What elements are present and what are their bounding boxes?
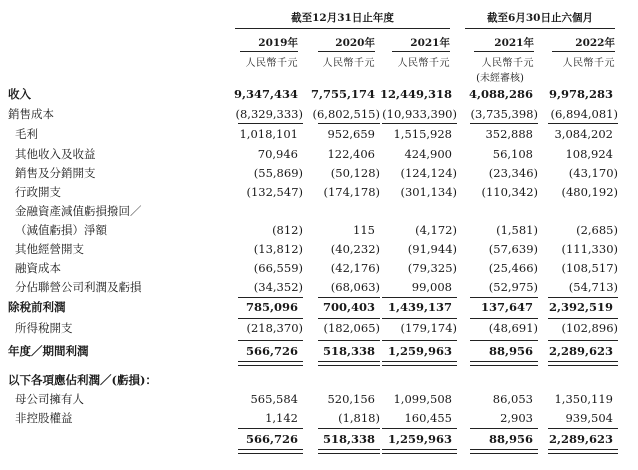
cell-value: 520,156 [327,392,375,406]
cell-value: 7,755,174 [310,87,375,101]
row-label-text: 銷售成本 [8,107,54,121]
cell-value: 424,900 [404,147,452,161]
total-double-rule [238,449,303,454]
row-label [15,146,225,163]
cell-value: 1,259,963 [387,432,452,446]
subtotal-rule [382,297,457,298]
cell-value: (124,124) [400,166,457,180]
table-row [0,86,638,103]
cell-value: (43,170) [568,166,618,180]
subtotal-rule [470,123,538,124]
subtotal-rule [548,428,618,429]
subtotal-rule [318,123,380,124]
row-label-text: 所得稅開支 [15,321,73,335]
subtotal-rule [238,318,303,319]
cell-value: 115 [353,223,375,237]
table-row [0,372,638,389]
row-label [15,184,225,201]
row-label [15,241,225,258]
cell-value: (108,517) [561,261,618,275]
cell-value: 56,108 [492,147,533,161]
cell-value: 566,726 [245,432,298,446]
year-header-2021: 2021年 [410,37,450,49]
subtotal-rule [548,318,618,319]
row-label [15,320,225,337]
cell-value: (1,818) [338,411,380,425]
row-label [15,391,225,408]
cell-value: (301,134) [400,185,457,199]
interim-heading-rule [465,28,615,29]
row-label [15,260,225,277]
total-double-rule [548,449,618,454]
cell-value: 137,647 [480,300,533,314]
subtotal-rule [238,123,303,124]
total-double-rule [318,361,380,366]
cell-value: (179,174) [400,321,457,335]
row-label-text: 金融資產減值虧損撥回／ [15,204,142,218]
cell-value: 2,392,519 [548,300,613,314]
subtotal-rule [318,428,380,429]
cell-value: (48,691) [488,321,538,335]
cell-value: (4,172) [415,223,457,237]
year-rule [240,51,298,52]
cell-value: (50,128) [330,166,380,180]
unit-label: 人民幣千元 [562,58,615,69]
unit-label: 人民幣千元 [481,58,534,69]
cell-value: (91,944) [407,242,457,256]
cell-value: (6,802,515) [312,107,380,121]
annual-heading-rule [235,28,450,29]
cell-value: (13,812) [253,242,303,256]
year-rule [318,51,375,52]
subtotal-rule [318,318,380,319]
cell-value: (812) [272,223,303,237]
cell-value: 1,099,508 [393,392,452,406]
total-double-rule [382,449,457,454]
table-row [0,106,638,123]
subtotal-rule [470,297,538,298]
cell-value: 518,338 [322,432,375,446]
cell-value: 939,504 [565,411,613,425]
subtotal-rule [382,318,457,319]
table-row [0,126,638,143]
cell-value: (52,975) [488,280,538,294]
table-row [0,203,638,220]
total-double-rule [470,361,538,366]
row-label [8,106,225,123]
row-label [8,299,225,316]
cell-value: (55,869) [253,166,303,180]
subtotal-rule [548,297,618,298]
cell-value: (182,065) [323,321,380,335]
subtotal-rule [238,428,303,429]
table-row [0,260,638,277]
cell-value: (57,639) [488,242,538,256]
cell-value: (68,063) [330,280,380,294]
unit-label: 人民幣千元 [322,58,375,69]
table-row [0,391,638,408]
row-label-text: 收入 [8,87,31,101]
table-row [0,184,638,201]
subtotal-rule [382,340,457,341]
cell-value: (34,352) [253,280,303,294]
cell-value: (2,685) [576,223,618,237]
subtotal-rule [318,340,380,341]
cell-value: 108,924 [565,147,613,161]
cell-value: 1,018,101 [239,127,298,141]
row-label [8,343,225,360]
cell-value: 1,350,119 [554,392,613,406]
cell-value: 160,455 [404,411,452,425]
cell-value: 70,946 [257,147,298,161]
cell-value: (23,346) [488,166,538,180]
row-label-text: （減值虧損）淨額 [15,223,107,237]
cell-value: 2,289,623 [548,344,613,358]
total-double-rule [238,361,303,366]
row-label [15,203,225,220]
year-header-2019: 2019年 [258,37,298,49]
cell-value: 1,515,928 [393,127,452,141]
row-label-text: 銷售及分銷開支 [15,166,96,180]
unaudited-note: (未經審核) [476,73,524,84]
table-row [0,343,638,360]
cell-value: 785,096 [245,300,298,314]
table-row [0,431,638,448]
cell-value: 566,726 [245,344,298,358]
subtotal-rule [470,340,538,341]
total-double-rule [548,361,618,366]
year-rule [552,51,615,52]
row-label [15,410,225,427]
cell-value: 518,338 [322,344,375,358]
cell-value: (79,325) [407,261,457,275]
cell-value: 1,142 [265,411,298,425]
cell-value: 1,259,963 [387,344,452,358]
cell-value: 4,088,286 [468,87,533,101]
cell-value: 565,584 [250,392,298,406]
cell-value: 122,406 [327,147,375,161]
interim-period-heading: 截至6月30日止六個月 [487,12,593,24]
cell-value: (10,933,390) [382,107,457,121]
cell-value: 99,008 [411,280,452,294]
cell-value: 700,403 [322,300,375,314]
row-label-text: 行政開支 [15,185,61,199]
cell-value: (3,735,398) [470,107,538,121]
cell-value: (66,559) [253,261,303,275]
cell-value: (40,232) [330,242,380,256]
row-label [15,279,225,296]
table-row [0,279,638,296]
subtotal-rule [548,123,618,124]
cell-value: 3,084,202 [554,127,613,141]
row-label [8,372,225,389]
year-rule [474,51,534,52]
row-label-text: 母公司擁有人 [15,392,84,406]
subtotal-rule [238,297,303,298]
subtotal-rule [382,123,457,124]
cell-value: (8,329,333) [235,107,303,121]
row-label-text: 融資成本 [15,261,61,275]
cell-value: (6,894,081) [550,107,618,121]
row-label-text: 其他收入及收益 [15,147,96,161]
year-header-2022-interim: 2022年 [575,37,615,49]
cell-value: 352,888 [485,127,533,141]
row-label-text: 以下各項應佔利潤／(虧損)： [8,373,157,387]
subtotal-rule [382,428,457,429]
subtotal-rule [238,340,303,341]
table-row [0,146,638,163]
cell-value: 952,659 [327,127,375,141]
cell-value: (480,192) [561,185,618,199]
cell-value: 9,978,283 [548,87,613,101]
row-label-text: 年度／期間利潤 [8,344,89,358]
row-label-text: 毛利 [15,127,38,141]
subtotal-rule [470,318,538,319]
cell-value: (54,713) [568,280,618,294]
table-row [0,299,638,316]
cell-value: (132,547) [246,185,303,199]
year-header-2020: 2020年 [335,37,375,49]
row-label-text: 除稅前利潤 [8,300,66,314]
cell-value: 1,439,137 [387,300,452,314]
row-label-text: 分佔聯營公司利潤及虧損 [15,280,142,294]
table-row [0,320,638,337]
cell-value: (110,342) [481,185,538,199]
cell-value: (218,370) [246,321,303,335]
subtotal-rule [318,297,380,298]
year-header-2021-interim: 2021年 [494,37,534,49]
cell-value: 88,956 [488,432,533,446]
cell-value: (42,176) [330,261,380,275]
row-label-text: 其他經營開支 [15,242,84,256]
cell-value: 9,347,434 [233,87,298,101]
cell-value: (111,330) [561,242,618,256]
cell-value: 86,053 [492,392,533,406]
total-double-rule [470,449,538,454]
subtotal-rule [548,340,618,341]
cell-value: 2,903 [500,411,533,425]
unit-label: 人民幣千元 [245,58,298,69]
year-rule [392,51,450,52]
row-label-text: 非控股權益 [15,411,73,425]
cell-value: 2,289,623 [548,432,613,446]
unit-label: 人民幣千元 [397,58,450,69]
annual-period-heading: 截至12月31日止年度 [291,12,394,24]
table-row [0,410,638,427]
total-double-rule [382,361,457,366]
cell-value: 88,956 [488,344,533,358]
row-label [15,165,225,182]
cell-value: (174,178) [323,185,380,199]
cell-value: (25,466) [488,261,538,275]
cell-value: 12,449,318 [379,87,452,101]
row-label [15,222,225,239]
table-row [0,222,638,239]
total-double-rule [318,449,380,454]
row-label [8,86,225,103]
table-row [0,241,638,258]
subtotal-rule [470,428,538,429]
table-row [0,165,638,182]
cell-value: (102,896) [561,321,618,335]
cell-value: (1,581) [496,223,538,237]
row-label [15,126,225,143]
